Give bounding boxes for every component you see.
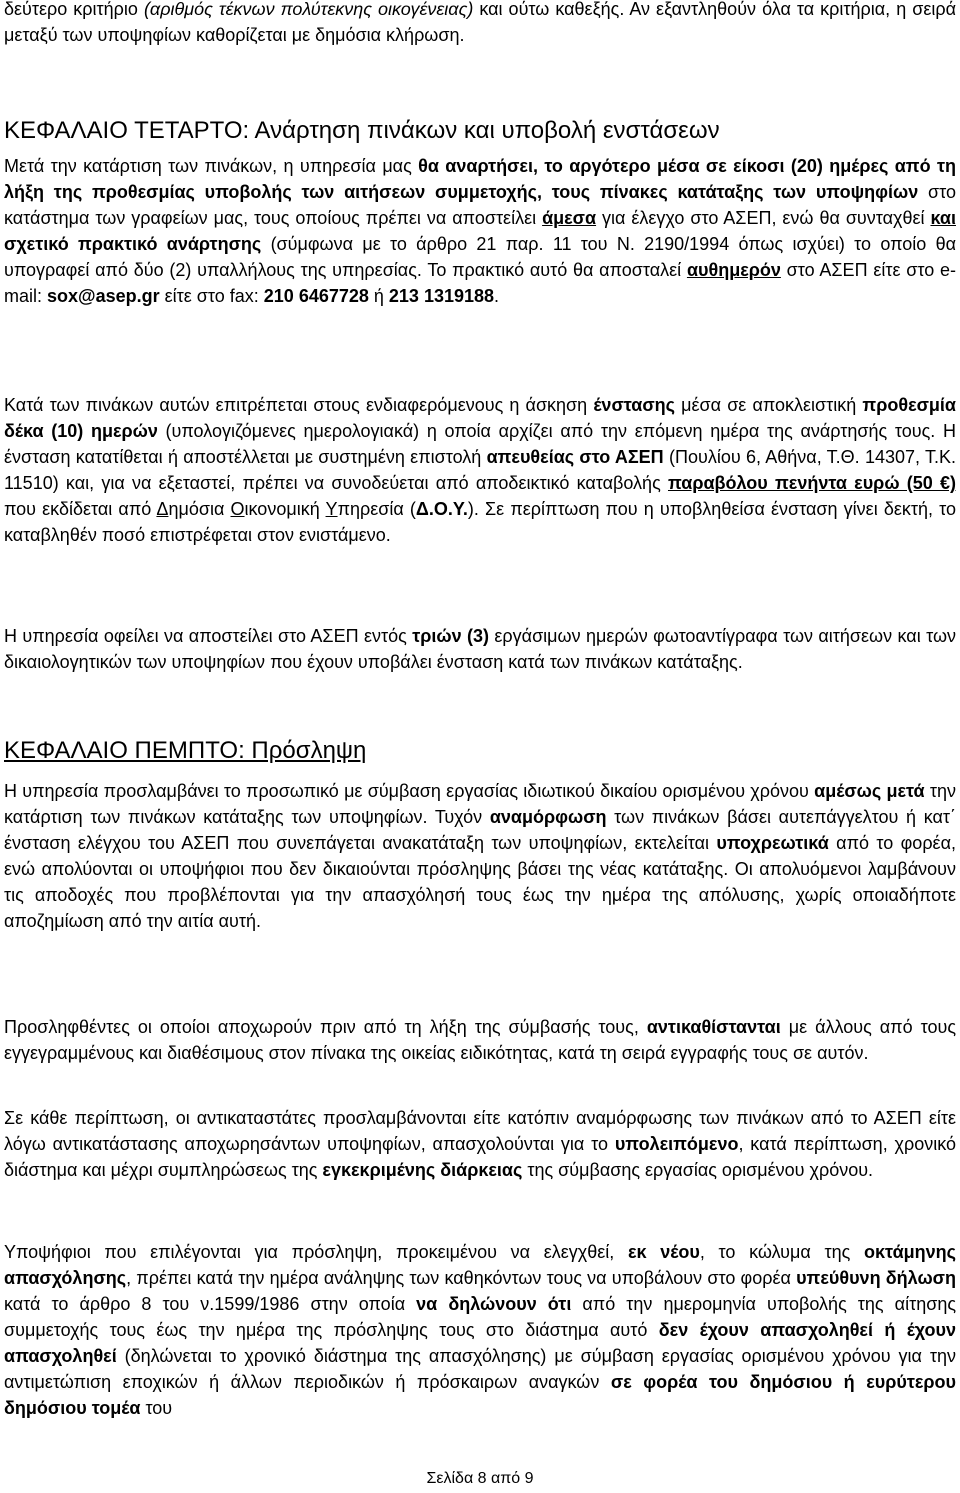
text-span-bold: υπεύθυνη δήλωση [796, 1268, 956, 1288]
text-span: που εκδίδεται από [4, 499, 157, 519]
text-span-bold: εκ νέου [627, 1242, 700, 1262]
text-span-bold [542, 208, 596, 228]
text-span: εργάσιμων ημερών φωτοαντίγραφα των αιτήσεων και των δικαιολογητικών των υποψηφίων που έχουν υποβάλει ένσταση κατά των πινάκων κατάταξης. [4, 626, 957, 672]
paragraph-posting-of-tables [4, 153, 956, 309]
text-span-underlined: παραβόλου πενήντα ευρώ (50 €) [667, 473, 956, 493]
paragraph-substitutes [4, 1105, 956, 1183]
fax-number: 210 6467728 [263, 286, 369, 306]
text-span-bold: δεν έχουν απασχοληθεί ή έχουν απασχοληθεί [4, 1320, 957, 1366]
text-span: . [494, 286, 500, 306]
text-span-italic: (αριθμός τέκνων πολύτεκνης οικογένειας) [143, 0, 474, 19]
text-span-bold: να δηλώνουν ότι [416, 1294, 572, 1314]
text-span: από την ημερομηνία υποβολής της αίτησης συμμετοχής τους έως την ημέρα της πρόσληψης τους στο διάστημα αυτό [4, 1294, 956, 1340]
text-span-bold: οκτάμηνης απασχόλησης [4, 1242, 957, 1288]
text-span: (δηλώνεται το χρονικό διάστημα της απασχόλησης) με σύμβαση εργασίας ορισμένου χρόνου για την αντιμετώπιση εποχικών ή άλλων περιοδικών ή πρόσκαιρων αναγκών [4, 1346, 956, 1392]
text-span: Μετά την κατάρτιση των πινάκων, η υπηρεσία μας [4, 156, 419, 176]
text-span-bold [687, 260, 781, 280]
text-span: και ούτω καθεξής. Αν εξαντληθούν όλα τα κριτήρια, η σειρά μεταξύ των υποψηφίων καθορίζεται με δημόσια κλήρωση. [4, 0, 957, 45]
text-span: , κατά περίπτωση, χρονικό διάστημα και μέχρι συμπληρώσεως της [4, 1134, 956, 1180]
text-span-bold: τριών (3) [412, 626, 489, 646]
text-span-bold: εγκεκριμένης διάρκειας [322, 1160, 523, 1180]
text-span: του [140, 1398, 173, 1418]
paragraph-hiring [4, 778, 956, 934]
text-span-bold [930, 208, 956, 228]
paragraph-replacement [4, 1014, 956, 1066]
chapter-five-heading: ΚΕΦΑΛΑΙΟ ΠΕΜΠΤΟ: Πρόσληψη [4, 737, 367, 764]
text-span: από το φορέα, ενώ απολύονται οι υποψήφιοι που δεν δικαιούνται πρόσληψης βάσει της νέας κατάταξης. Οι απολυόμενοι λαμβάνουν τις αποδοχές που προβλέπονται για την απασχόλησή τους έως την ημέρα της απόλυσης, χωρίς οποιαδήποτε αποζημίωση από την αιτία αυτή. [4, 833, 956, 931]
text-span: δεύτερο κριτήριο [4, 0, 144, 19]
text-span: Η υπηρεσία προσλαμβάνει το προσωπικό με σύμβαση εργασίας ιδιωτικού δικαίου ορισμένου χρόνου [4, 781, 815, 801]
text-span: πηρεσία ( [337, 499, 416, 519]
text-span: Προσληφθέντες οι οποίοι αποχωρούν πριν από τη λήξη της σύμβασής τους, [4, 1017, 647, 1037]
paragraph-criteria-continuation [4, 0, 956, 48]
text-span-bold: σχετικό πρακτικό ανάρτησης [4, 234, 262, 254]
text-span-underlined: Ο [230, 499, 245, 519]
text-span-underlined: Υ [325, 499, 338, 519]
text-span: Υποψήφιοι που επιλέγονται για πρόσληψη, προκειμένου να ελεγχθεί, [4, 1242, 628, 1262]
text-span: στο κατάστημα των γραφείων μας, τους οποίους πρέπει να αποστείλει [4, 182, 956, 228]
text-span-underlined: και [930, 208, 956, 228]
text-span-bold: αντικαθίστανται [646, 1017, 781, 1037]
text-span: ). Σε περίπτωση που η υποβληθείσα ένσταση γίνει δεκτή, το καταβληθέν ποσό επιστρέφεται στον ενιστάμενο. [4, 499, 957, 545]
text-span-bold: υποχρεωτικά [716, 833, 829, 853]
text-span: για έλεγχο στο ΑΣΕΠ, ενώ θα συνταχθεί [596, 208, 931, 228]
text-span-underlined: άμεσα [542, 208, 597, 228]
text-span-bold: αναμόρφωση [489, 807, 607, 827]
text-span: (Πουλίου 6, Αθήνα, Τ.Θ. 14307, Τ.Κ. 11510) και, για να εξεταστεί, πρέπει να συνοδεύεται από αποδεικτικό καταβολής [4, 447, 956, 493]
chapter-four-heading: ΚΕΦΑΛΑΙΟ ΤΕΤΑΡΤΟ: Ανάρτηση πινάκων και υποβολή ενστάσεων [4, 117, 720, 144]
paragraph-forward-objections [4, 623, 956, 675]
text-span: Κατά των πινάκων αυτών επιτρέπεται στους ενδιαφερόμενους η άσκηση [4, 395, 594, 415]
text-span: μέσα σε αποκλειστική [675, 395, 863, 415]
text-span-bold: προθεσμία δέκα (10) ημερών [4, 395, 956, 441]
text-span-bold: Δ.Ο.Υ. [415, 499, 468, 519]
text-span: των πινάκων βάσει αυτεπάγγελτου ή κατ΄ ένσταση ελέγχου του ΑΣΕΠ που συνεπάγεται ανακατάταξη των υποψηφίων, εκτελείται [4, 807, 956, 853]
text-span-bold: σε φορέα του δημόσιου ή ευρύτερου δημόσιου τομέα [4, 1372, 957, 1418]
text-span-bold: θα αναρτήσει, το αργότερο μέσα σε είκοσι (20) ημέρες από τη λήξη της προθεσμίας υποβολής των αιτήσεων συμμετοχής, τους πίνακες κατάταξης των υποψηφίων [4, 156, 956, 202]
text-span: την κατάρτιση των πινάκων κατάταξης των υποψηφίων. Τυχόν [4, 781, 957, 827]
text-span: Η υπηρεσία οφείλει να αποστείλει στο ΑΣΕΠ εντός [4, 626, 413, 646]
text-span: Σε κάθε περίπτωση, οι αντικαταστάτες προσλαμβάνονται είτε κατόπιν αναμόρφωσης των πινάκων από το ΑΣΕΠ είτε λόγω αντικατάστασης αποχωρησάντων υποψηφίων, απασχολούνται για το [4, 1108, 956, 1154]
text-span-bold: υπολειπόμενο [614, 1134, 739, 1154]
text-span: ικονομική [244, 499, 326, 519]
text-span-bold: απευθείας στο ΑΣΕΠ [486, 447, 664, 467]
text-span: στο ΑΣΕΠ είτε στο e-mail: [4, 260, 957, 306]
text-span: κατά το άρθρο 8 του ν.1599/1986 στην οποία [4, 1294, 417, 1314]
text-span: με άλλους από τους εγγεγραμμένους και διαθέσιμους στον πίνακα της οικείας ειδικότητας, κατά τη σειρά εγγραφής τους σε αυτόν. [4, 1017, 956, 1063]
text-span-bold [668, 473, 956, 493]
paragraph-eight-month-check [4, 1239, 956, 1421]
text-span: ημόσια [168, 499, 231, 519]
text-span: (σύμφωνα με το άρθρο 21 παρ. 11 του Ν. 2190/1994 όπως ισχύει) το οποίο θα υπογραφεί από δύο (2) υπαλλήλους της υπηρεσίας. Το πρακτικό αυτό θα αποσταλεί [4, 234, 956, 280]
text-span-bold: αμέσως μετά [814, 781, 925, 801]
fax-number: 213 1319188 [388, 286, 495, 306]
text-span: της σύμβασης εργασίας ορισμένου χρόνου. [522, 1160, 874, 1180]
email-address: sox@asep.gr [47, 286, 160, 306]
text-span: , το κώλυμα της [699, 1242, 864, 1262]
text-span: ή [368, 286, 389, 306]
text-span-bold: ένστασης [593, 395, 676, 415]
text-span: είτε στο fax: [159, 286, 264, 306]
page-number-footer: Σελίδα 8 από 9 [426, 1470, 534, 1487]
text-span-underlined: αυθημερόν [686, 260, 781, 280]
text-span: (υπολογιζόμενες ημερολογιακά) η οποία αρχίζει από την επόμενη ημέρα της ανάρτησής τους. Η ένσταση κατατίθεται ή αποστέλλεται με συστημένη επιστολή [4, 421, 956, 467]
paragraph-objections [4, 392, 956, 548]
text-span: , πρέπει κατά την ημέρα ανάληψης των καθηκόντων τους να υποβάλουν στο φορέα [126, 1268, 797, 1288]
text-span-underlined: Δ [156, 499, 169, 519]
